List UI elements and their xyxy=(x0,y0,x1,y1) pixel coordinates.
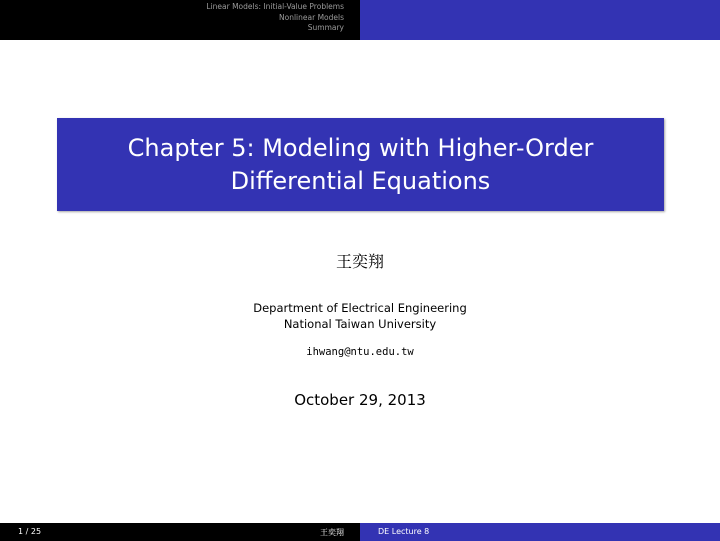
presentation-date: October 29, 2013 xyxy=(294,391,426,409)
footer-left-panel xyxy=(0,523,360,541)
nav-section-nonlinear[interactable]: Nonlinear Models xyxy=(279,12,344,22)
header-navigation xyxy=(0,0,360,40)
footer-author: 王奕翔 xyxy=(320,528,344,537)
header-right-panel xyxy=(360,0,720,40)
author-name: 王奕翔 xyxy=(335,252,384,271)
footer-bar xyxy=(0,523,720,541)
nav-section-initial-value[interactable]: Linear Models: Initial-Value Problems xyxy=(206,2,344,11)
header-bar xyxy=(0,0,720,40)
title-block xyxy=(57,118,664,211)
institute-university: National Taiwan University xyxy=(283,317,437,331)
page-number: 1 / 25 xyxy=(18,527,42,536)
footer-lecture-title: DE Lecture 8 xyxy=(378,527,430,536)
author-email[interactable]: ihwang@ntu.edu.tw xyxy=(306,346,414,358)
institute-department: Department of Electrical Engineering xyxy=(253,301,467,315)
footer-right-panel xyxy=(360,523,720,541)
nav-section-summary[interactable]: Summary xyxy=(307,23,344,32)
title-line-1: Chapter 5: Modeling with Higher-Order xyxy=(127,133,594,162)
institute xyxy=(0,300,720,332)
title-line-2: Differential Equations xyxy=(230,166,491,195)
